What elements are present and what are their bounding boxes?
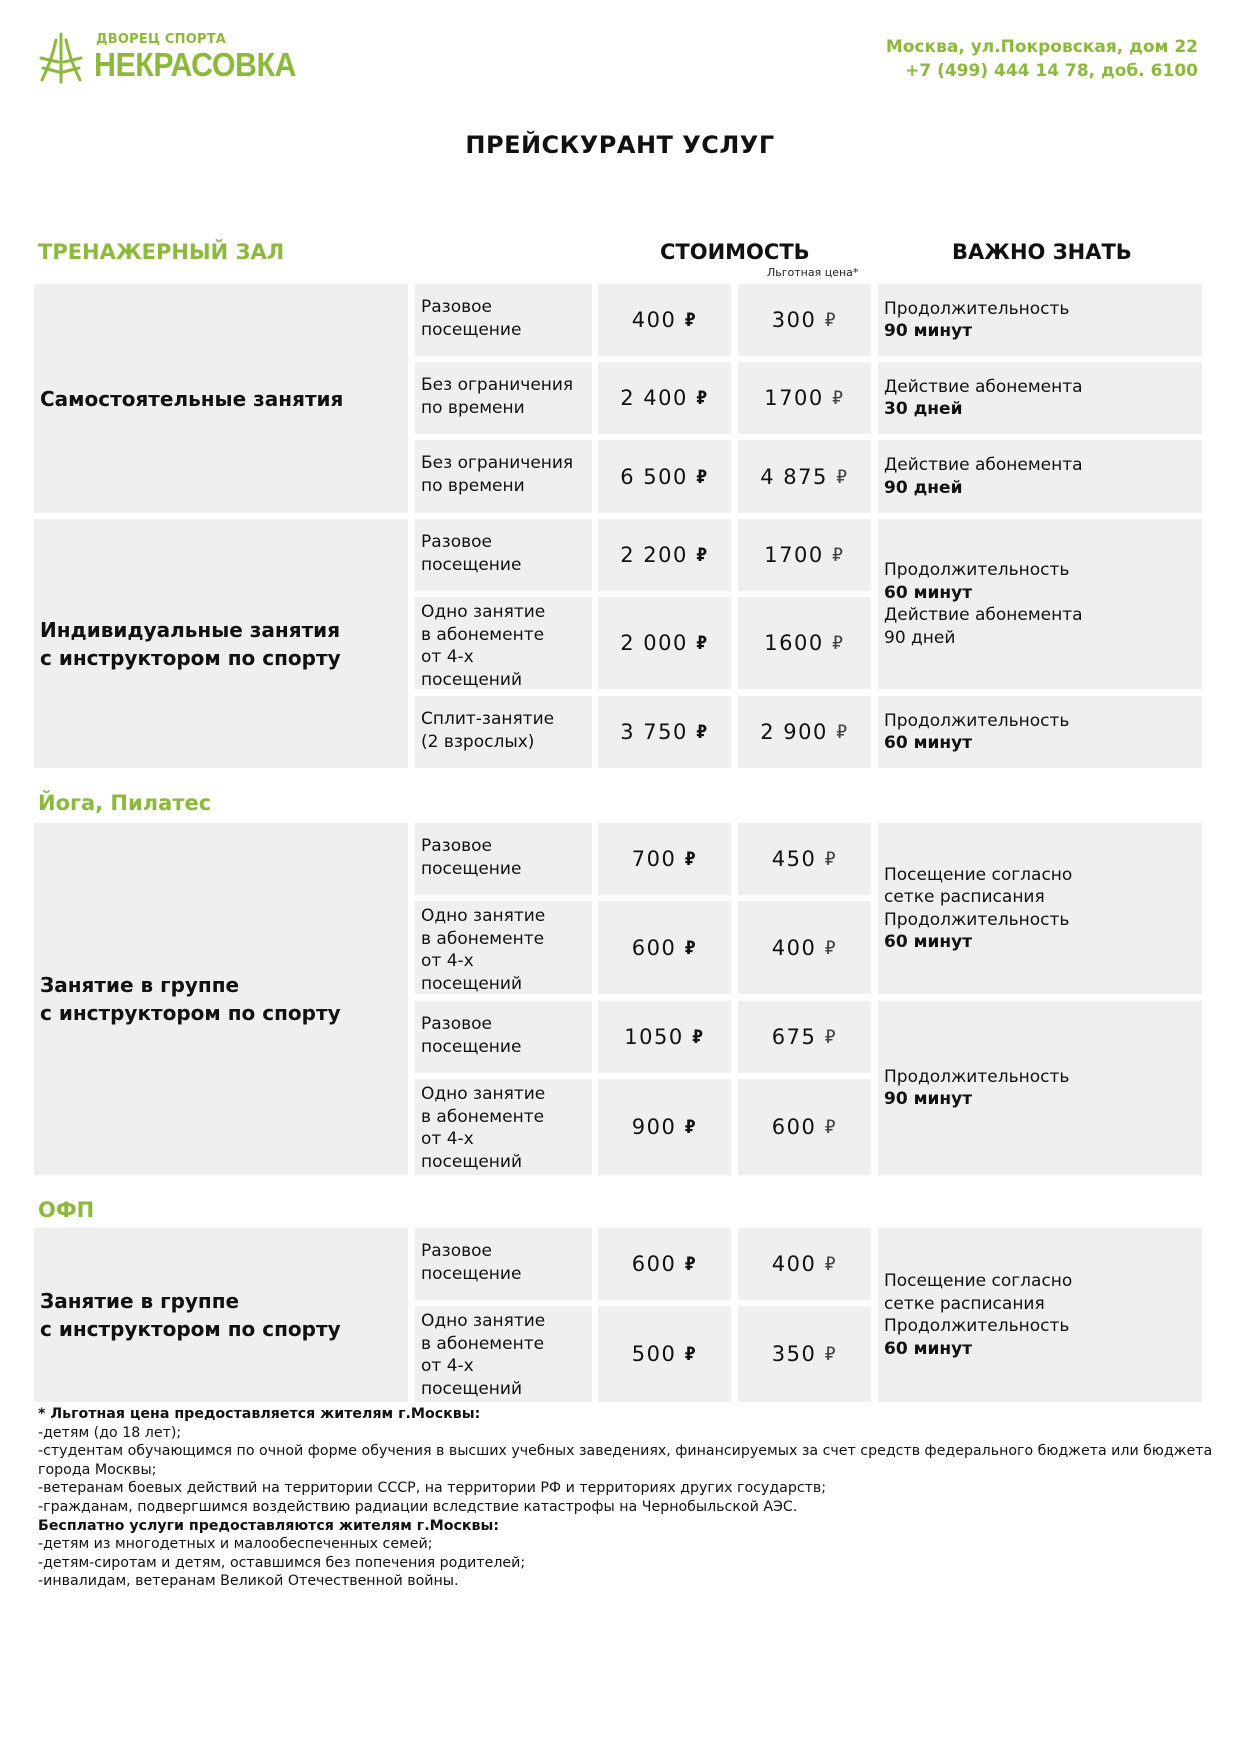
footnote-heading-free: Бесплатно услуги предоставляются жителям г.Москвы:: [38, 1517, 499, 1534]
note-text: Продолжительность: [884, 909, 1070, 930]
price-cell: [598, 1306, 731, 1402]
note-bold: 60 минут: [884, 1338, 973, 1359]
row-subtitle: Разовое посещение: [415, 284, 592, 356]
note-cell: [878, 696, 1202, 768]
note-bold: 60 минут: [884, 582, 973, 603]
discount-price-cell: [738, 823, 871, 895]
footnote-heading-discount: * Льготная цена предоставляется жителям г.Москвы:: [38, 1406, 481, 1422]
logo-big-text: НЕКРАСОВКА: [94, 46, 297, 83]
note-text: Продолжительность: [884, 560, 1070, 580]
ruble-icon: ₽: [824, 1343, 838, 1365]
row-subtitle: Без ограничения по времени: [415, 362, 592, 434]
row-subtitle: Разовое посещение: [415, 1228, 592, 1300]
ruble-icon: ₽: [684, 848, 698, 870]
ruble-icon: ₽: [684, 936, 698, 959]
price-value: 600: [631, 935, 677, 960]
row-subtitle: Одно занятие в абонементе от 4-х посещений: [415, 597, 592, 689]
discount-price-value: 2 900: [760, 720, 828, 744]
price-cell: [598, 597, 731, 689]
ruble-icon: ₽: [824, 1116, 838, 1138]
note-text: Действие абонемента: [884, 455, 1083, 475]
row-subtitle: Сплит-занятие (2 взрослых): [415, 696, 592, 768]
ruble-icon: ₽: [684, 1116, 698, 1138]
price-value: 700: [631, 847, 677, 871]
note-bold: 60 минут: [884, 733, 973, 753]
section-title-yoga: Йога, Пилатес: [38, 791, 212, 815]
note-text: сетке расписания: [884, 887, 1045, 907]
ruble-icon: ₽: [831, 387, 845, 409]
discount-price-value: 1600: [764, 631, 824, 655]
note-text: Продолжительность: [884, 298, 1070, 319]
price-value: 900: [631, 1115, 677, 1139]
discount-price-value: 300: [771, 308, 817, 332]
note-cell-merged: [878, 519, 1202, 689]
column-header-discount: Льготная цена*: [767, 266, 859, 279]
note-cell: [878, 362, 1202, 434]
discount-price-value: 350: [771, 1342, 817, 1366]
group-yoga: Занятие в группе с инструктором по спорту: [34, 823, 408, 1175]
row-subtitle: Разовое посещение: [415, 823, 592, 895]
row-subtitle: Одно занятие в абонементе от 4-х посещений: [415, 901, 592, 994]
logo-emblem-icon: [38, 32, 84, 84]
footnote-item: -инвалидам, ветеранам Великой Отечественной войны.: [38, 1573, 459, 1590]
discount-price-cell: [738, 597, 871, 689]
discount-price-cell: [738, 284, 871, 356]
ruble-icon: ₽: [695, 544, 709, 566]
discount-price-cell: [738, 901, 871, 994]
footnote-item: -детям из многодетных и малообеспеченных семей;: [38, 1536, 433, 1553]
ruble-icon: ₽: [684, 1253, 698, 1275]
ruble-icon: ₽: [835, 721, 849, 743]
ruble-icon: ₽: [695, 721, 709, 743]
note-text: сетке расписания: [884, 1293, 1045, 1314]
group-individual-training: Индивидуальные занятия с инструктором по спорту: [34, 519, 408, 768]
footnote-item: -студентам обучающимся по очной форме обучения в высших учебных заведениях, финансируемых за счет средств федерального бюджета или бюджета города Москвы;: [38, 1443, 1213, 1478]
price-value: 3 750: [620, 720, 688, 744]
footnote-item: -детям-сиротам и детям, оставшимся без попечения родителей;: [38, 1554, 526, 1571]
row-subtitle: Одно занятие в абонементе от 4-х посещений: [415, 1306, 592, 1402]
discount-price-cell: [738, 1306, 871, 1402]
note-bold: 30 дней: [884, 399, 963, 419]
ruble-icon: ₽: [824, 936, 838, 959]
discount-price-cell: [738, 440, 871, 513]
row-subtitle: Без ограничения по времени: [415, 440, 592, 513]
row-subtitle: Разовое посещение: [415, 519, 592, 591]
discount-price-cell: [738, 1079, 871, 1175]
note-cell: [878, 284, 1202, 356]
phone: +7 (499) 444 14 78, доб. 6100: [905, 61, 1198, 81]
note-bold: 60 минут: [884, 932, 973, 952]
note-text: Продолжительность: [884, 1066, 1070, 1087]
note-cell-merged: [878, 823, 1202, 994]
discount-price-value: 400: [771, 1252, 817, 1276]
ruble-icon: ₽: [824, 1026, 838, 1048]
ruble-icon: ₽: [831, 544, 845, 566]
row-subtitle: Одно занятие в абонементе от 4-х посещений: [415, 1079, 592, 1175]
ruble-icon: ₽: [695, 632, 709, 654]
ruble-icon: ₽: [695, 387, 709, 409]
address: Москва, ул.Покровская, дом 22: [885, 37, 1198, 57]
discount-price-cell: [738, 362, 871, 434]
note-bold: 90 минут: [884, 321, 973, 341]
note-text: Действие абонемента: [884, 605, 1083, 625]
price-cell: [598, 1079, 731, 1175]
price-cell: [598, 901, 731, 994]
logo-small-text: ДВОРЕЦ СПОРТА: [96, 31, 227, 48]
note-text: Посещение согласно: [884, 864, 1073, 885]
note-cell-merged: [878, 1228, 1202, 1402]
ruble-icon: ₽: [691, 1026, 705, 1048]
ruble-icon: ₽: [824, 309, 838, 331]
price-cell: [598, 1001, 731, 1073]
discount-price-value: 1700: [764, 386, 824, 410]
discount-price-value: 450: [771, 847, 817, 871]
price-value: 6 500: [620, 464, 688, 489]
discount-price-value: 1700: [764, 543, 824, 567]
price-value: 2 400: [620, 386, 688, 410]
ruble-icon: ₽: [824, 1253, 838, 1275]
group-self-training: Самостоятельные занятия: [34, 284, 408, 513]
discount-price-value: 4 875: [760, 464, 828, 489]
price-cell: [598, 362, 731, 434]
price-value: 2 000: [620, 631, 688, 655]
price-cell: [598, 440, 731, 513]
note-bold: 90 минут: [884, 1089, 973, 1109]
footnote-item: -гражданам, подвергшимся воздействию радиации вследствие катастрофы на Чернобыльской АЭС.: [38, 1498, 798, 1515]
column-header-important: ВАЖНО ЗНАТЬ: [952, 240, 1132, 264]
footnote-item: -ветеранам боевых действий на территории СССР, на территории РФ и территориях других государств;: [38, 1480, 827, 1497]
section-title-ofp: ОФП: [38, 1198, 95, 1222]
price-cell: [598, 696, 731, 768]
ruble-icon: ₽: [831, 632, 845, 654]
discount-price-cell: [738, 519, 871, 591]
ruble-icon: ₽: [695, 465, 709, 488]
column-header-cost: СТОИМОСТЬ: [660, 240, 810, 264]
ruble-icon: ₽: [835, 465, 849, 488]
row-subtitle: Разовое посещение: [415, 1001, 592, 1073]
discount-price-cell: [738, 1001, 871, 1073]
section-title-gym: ТРЕНАЖЕРНЫЙ ЗАЛ: [38, 240, 285, 264]
note-text: Продолжительность: [884, 1316, 1070, 1336]
note-text: 90 дней: [884, 627, 956, 648]
group-ofp: Занятие в группе с инструктором по спорту: [34, 1228, 408, 1402]
ruble-icon: ₽: [824, 848, 838, 870]
price-value: 500: [631, 1342, 677, 1366]
note-text: Продолжительность: [884, 710, 1070, 731]
note-text: Действие абонемента: [884, 376, 1083, 397]
discount-price-value: 675: [771, 1025, 817, 1049]
price-cell: [598, 823, 731, 895]
note-cell-merged: [878, 1001, 1202, 1175]
price-value: 600: [631, 1252, 677, 1276]
ruble-icon: ₽: [684, 309, 698, 331]
page-title: ПРЕЙСКУРАНТ УСЛУГ: [465, 131, 775, 159]
price-cell: [598, 284, 731, 356]
discount-price-cell: [738, 696, 871, 768]
discount-price-cell: [738, 1228, 871, 1300]
price-value: 2 200: [620, 543, 688, 567]
price-cell: [598, 1228, 731, 1300]
footnote-item: -детям (до 18 лет);: [38, 1424, 182, 1441]
discount-price-value: 600: [771, 1115, 817, 1139]
price-value: 1050: [624, 1025, 684, 1049]
discount-price-value: 400: [771, 935, 817, 960]
contacts: [886, 35, 1198, 83]
note-bold: 90 дней: [884, 477, 963, 498]
note-text: Посещение согласно: [884, 1271, 1073, 1291]
price-cell: [598, 519, 731, 591]
note-cell: [878, 440, 1202, 513]
ruble-icon: ₽: [684, 1343, 698, 1365]
price-value: 400: [631, 308, 677, 332]
footnote: [38, 1405, 1218, 1591]
